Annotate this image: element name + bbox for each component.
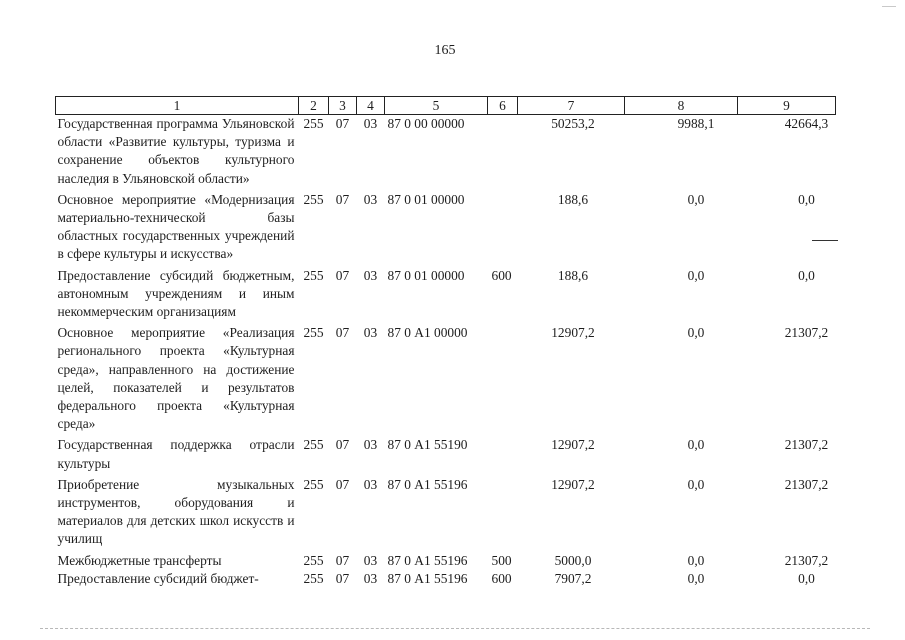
row-subsection-code: 03 <box>363 116 378 131</box>
row-subsection-code: 03 <box>363 437 378 453</box>
row-subsection-code: 03 <box>363 267 378 283</box>
row-amount-col9: 21307,2 <box>784 476 829 492</box>
row-section-code: 07 <box>335 191 350 207</box>
row-section-code: 07 <box>335 570 350 586</box>
row-section-code: 07 <box>335 325 350 341</box>
row-amount-col8: 0,0 <box>687 570 705 586</box>
row-amount-col9: 21307,2 <box>784 437 829 453</box>
header-col-5: 5 <box>385 97 488 115</box>
row-amount-col9: 21307,2 <box>784 325 829 341</box>
row-target-article: 87 0 А1 00000 <box>387 325 468 341</box>
row-expense-type <box>488 473 518 549</box>
budget-table <box>55 96 836 588</box>
row-amount-col8: 0,0 <box>687 267 705 283</box>
row-amount-col9: 42664,3 <box>784 116 829 131</box>
header-col-4: 4 <box>357 97 385 115</box>
row-amount-col8: 0,0 <box>687 552 705 568</box>
row-ministry-code: 255 <box>303 570 324 586</box>
row-subsection-code: 03 <box>363 570 378 586</box>
table-row <box>56 115 836 188</box>
row-amount-col9: 0,0 <box>798 570 815 586</box>
table-header-row <box>56 97 836 115</box>
row-section-code: 07 <box>335 552 350 568</box>
row-expense-type: 600 <box>491 570 512 586</box>
header-col-6: 6 <box>488 97 518 115</box>
row-ministry-code: 255 <box>303 552 324 568</box>
header-col-2: 2 <box>299 97 329 115</box>
row-ministry-code: 255 <box>303 267 324 283</box>
row-target-article: 87 0 01 00000 <box>387 191 465 207</box>
page-number: 165 <box>434 43 456 58</box>
row-ministry-code: 255 <box>303 116 324 131</box>
row-subsection-code: 03 <box>363 191 378 207</box>
row-amount-col8: 9988,1 <box>677 116 715 131</box>
header-col-1: 1 <box>56 97 299 115</box>
header-col-7: 7 <box>518 97 625 115</box>
row-name: Межбюджетные трансферты <box>57 552 222 568</box>
row-amount-col7: 7907,2 <box>554 570 592 586</box>
row-amount-col7: 50253,2 <box>551 116 595 131</box>
row-ministry-code: 255 <box>303 476 324 492</box>
row-target-article: 87 0 А1 55190 <box>387 437 468 453</box>
row-ministry-code: 255 <box>303 325 324 341</box>
row-subsection-code: 03 <box>363 325 378 341</box>
row-expense-type: 600 <box>491 267 512 283</box>
row-subsection-code: 03 <box>363 552 378 568</box>
row-name: Основное мероприятие «Реализация регионального проекта «Культурная среда», направленного на достижение целей, показателей и результатов федерального проекта «Культурная среда» <box>57 325 295 432</box>
scan-artifact-top <box>882 6 896 7</box>
row-amount-col8: 0,0 <box>687 476 705 492</box>
row-amount-col7: 12907,2 <box>551 476 595 492</box>
row-amount-col7: 12907,2 <box>551 437 595 453</box>
row-name: Государственная программа Ульяновской области «Развитие культуры, туризма и сохранение объектов культурного наследия в Ульяновской области» <box>57 116 295 186</box>
scan-artifact-bottom-edge <box>40 628 870 630</box>
table-row <box>56 570 836 588</box>
table-row <box>56 549 836 570</box>
header-col-9: 9 <box>738 97 836 115</box>
row-expense-type <box>488 433 518 472</box>
row-target-article: 87 0 А1 55196 <box>387 476 468 492</box>
row-target-article: 87 0 А1 55196 <box>387 552 468 568</box>
header-col-8: 8 <box>625 97 738 115</box>
budget-table-container <box>55 96 835 588</box>
row-name: Предоставление субсидий бюджет- <box>57 570 259 586</box>
row-name: Приобретение музыкальных инструментов, оборудования и материалов для детских школ искусств и училищ <box>57 476 295 547</box>
row-name: Основное мероприятие «Модернизация материально-технической базы областных государственных учреждений в сфере культуры и искусства» <box>57 191 295 262</box>
row-target-article: 87 0 01 00000 <box>387 267 465 283</box>
row-name: Предоставление субсидий бюджетным, автономным учреждениям и иным некоммерческим организациям <box>57 267 295 320</box>
row-expense-type: 500 <box>491 552 512 568</box>
row-subsection-code: 03 <box>363 476 378 492</box>
row-target-article: 87 0 А1 55196 <box>387 570 468 586</box>
row-section-code: 07 <box>335 476 350 492</box>
row-amount-col7: 188,6 <box>557 191 589 207</box>
row-amount-col8: 0,0 <box>687 191 705 207</box>
row-amount-col9: 0,0 <box>798 267 815 283</box>
row-amount-col7: 5000,0 <box>554 552 592 568</box>
row-section-code: 07 <box>335 267 350 283</box>
row-ministry-code: 255 <box>303 191 324 207</box>
table-row <box>56 433 836 472</box>
row-amount-col9: 21307,2 <box>784 552 829 568</box>
row-expense-type <box>488 115 518 188</box>
table-row <box>56 188 836 264</box>
row-target-article: 87 0 00 00000 <box>387 116 465 131</box>
row-amount-col8: 0,0 <box>687 437 705 453</box>
table-row <box>56 473 836 549</box>
row-amount-col7: 188,6 <box>557 267 589 283</box>
row-ministry-code: 255 <box>303 437 324 453</box>
row-name: Государственная поддержка отрасли культуры <box>57 437 295 471</box>
row-section-code: 07 <box>335 116 350 131</box>
row-expense-type <box>488 188 518 264</box>
row-section-code: 07 <box>335 437 350 453</box>
row-expense-type <box>488 321 518 433</box>
table-row <box>56 321 836 433</box>
header-col-3: 3 <box>329 97 357 115</box>
row-amount-col7: 12907,2 <box>551 325 595 341</box>
table-row <box>56 264 836 322</box>
row-amount-col8: 0,0 <box>687 325 705 341</box>
row-amount-col9: 0,0 <box>798 191 815 207</box>
